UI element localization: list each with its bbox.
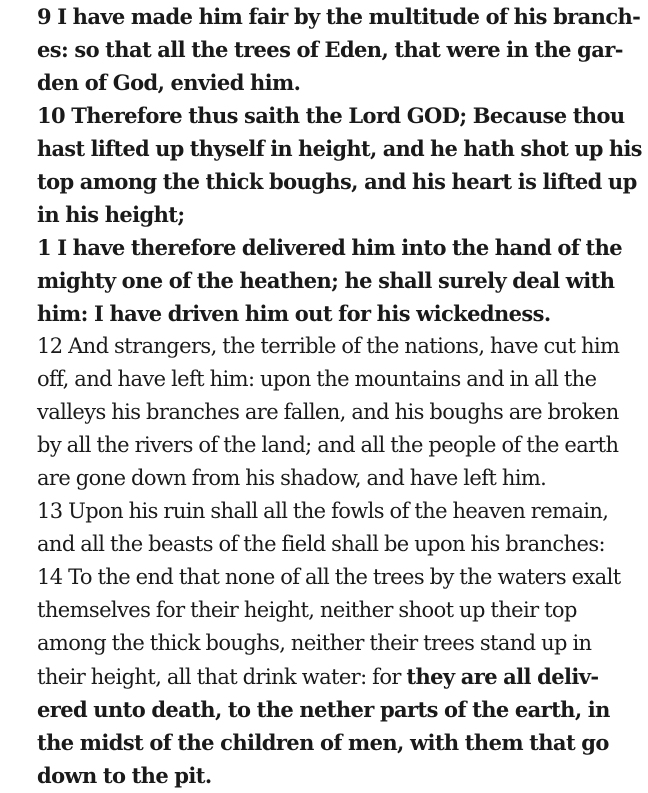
- text-run: valleys his branches are fallen, and his boughs are broken: [37, 400, 619, 424]
- text-run: among the thick boughs, neither their trees stand up in: [37, 631, 592, 655]
- text-line: [37, 0, 640, 33]
- text-run: themselves for their height, neither shoot up their top: [37, 598, 577, 622]
- text-run: the midst of the children of men, with them that go: [37, 730, 609, 755]
- text-run: 12 And strangers, the terrible of the nations, have cut him: [37, 334, 620, 358]
- text-run: 1 I have therefore delivered him into the hand of the: [37, 235, 623, 260]
- text-line: [37, 660, 598, 693]
- text-line: [37, 330, 619, 363]
- text-line: [37, 561, 621, 594]
- text-line: [37, 132, 642, 165]
- text-run: him: I have driven him out for his wickedness.: [37, 301, 551, 326]
- text-run: ered unto death, to the nether parts of the earth, in: [37, 697, 610, 722]
- text-line: [37, 627, 591, 660]
- text-run: top among the thick boughs, and his heart is lifted up: [37, 169, 637, 194]
- text-run: es: so that all the trees of Eden, that were in the gar-: [37, 37, 623, 62]
- text-line: [37, 495, 608, 528]
- text-line: [37, 198, 185, 231]
- text-line: [37, 396, 619, 429]
- text-run: 13 Upon his ruin shall all the fowls of the heaven remain,: [37, 499, 609, 523]
- text-line: [37, 165, 637, 198]
- text-line: [37, 429, 618, 462]
- text-line: [37, 66, 300, 99]
- text-run: 9 I have made him fair by the multitude of his branch-: [37, 4, 641, 29]
- text-run: 14 To the end that none of all the trees by the waters exalt: [37, 565, 621, 589]
- text-line: [37, 528, 605, 561]
- text-run: off, and have left him: upon the mountains and in all the: [37, 367, 597, 391]
- text-line: [37, 726, 609, 759]
- text-line: [37, 594, 577, 627]
- text-line: [37, 231, 622, 264]
- text-line: [37, 462, 546, 495]
- text-run: are gone down from his shadow, and have left him.: [37, 466, 547, 490]
- text-line: [37, 99, 625, 132]
- text-run: 10 Therefore thus saith the Lord GOD; Because thou: [37, 103, 625, 128]
- text-line: [37, 693, 610, 726]
- text-line: [37, 297, 551, 330]
- text-run: in his height;: [37, 202, 185, 227]
- text-run: den of God, envied him.: [37, 70, 301, 95]
- text-run: by all the rivers of the land; and all the people of the earth: [37, 433, 619, 457]
- text-line: [37, 363, 596, 396]
- text-line: [37, 33, 623, 66]
- text-run: hast lifted up thyself in height, and he hath shot up his: [37, 136, 642, 161]
- text-line: [37, 759, 212, 792]
- text-run: and all the beasts of the field shall be upon his branches:: [37, 532, 605, 556]
- text-run: their height, all that drink water: for: [37, 665, 407, 689]
- text-line: [37, 264, 614, 297]
- text-run: down to the pit.: [37, 763, 212, 788]
- text-run: they are all deliv-: [406, 664, 599, 689]
- text-run: mighty one of the heathen; he shall surely deal with: [37, 268, 615, 293]
